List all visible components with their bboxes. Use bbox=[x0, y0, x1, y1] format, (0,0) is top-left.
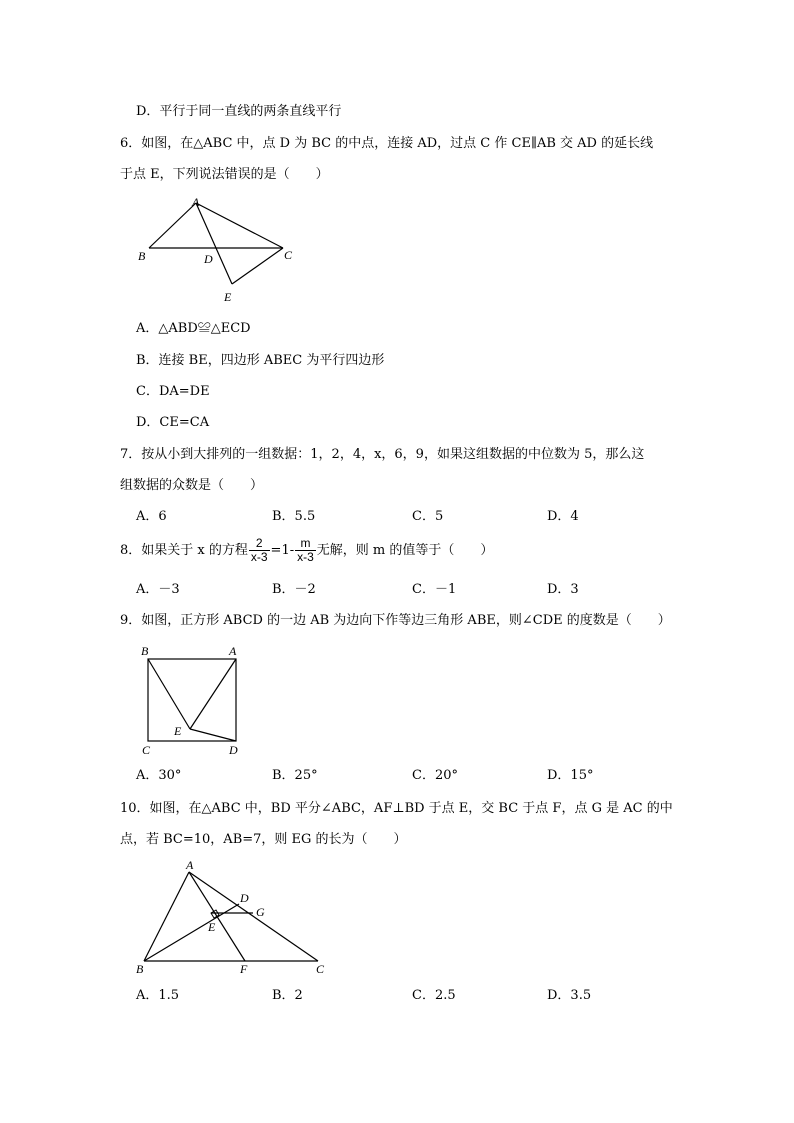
q10-stem-line2: 点，若 BC=10，AB=7，则 EG 的长为（ ） bbox=[120, 832, 407, 847]
q7-option-a: A．6 bbox=[136, 509, 167, 524]
q8-stem-middle: =1- bbox=[270, 543, 295, 558]
q8-fraction-2-denominator: x-3 bbox=[297, 550, 314, 564]
q6-figure bbox=[136, 195, 298, 307]
q8-option-d: D．3 bbox=[547, 582, 579, 597]
q10-segment-ac bbox=[189, 872, 318, 961]
q9-square bbox=[148, 659, 236, 741]
q6-label-e: E bbox=[224, 290, 232, 304]
q10-label-a: A bbox=[186, 858, 194, 872]
q9-figure bbox=[136, 642, 248, 760]
q9-option-c: C．20° bbox=[412, 768, 458, 783]
q6-label-a: A bbox=[192, 195, 200, 209]
q6-stem-line2: 于点 E，下列说法错误的是（ ） bbox=[120, 167, 329, 182]
q8-option-b: B．－2 bbox=[272, 582, 316, 597]
q6-label-c: C bbox=[284, 248, 293, 262]
q9-segment-de bbox=[190, 729, 236, 741]
q9-label-c: C bbox=[142, 743, 151, 757]
q10-option-c: C．2.5 bbox=[412, 988, 456, 1003]
q7-option-b: B．5.5 bbox=[272, 509, 316, 524]
q8-fraction-1 bbox=[249, 537, 270, 564]
q6-label-d: D bbox=[204, 252, 213, 266]
q9-option-a: A．30° bbox=[136, 768, 182, 783]
q8-fraction-2 bbox=[295, 537, 316, 564]
q7-stem-line1: 7．按从小到大排列的一组数据：1，2，4，x，6，9，如果这组数据的中位数为 5，那么这 bbox=[120, 447, 645, 462]
q10-option-d: D．3.5 bbox=[547, 988, 592, 1003]
q10-label-g: G bbox=[256, 905, 265, 919]
q8-fraction-1-numerator: 2 bbox=[249, 537, 270, 551]
q7-option-d: D．4 bbox=[547, 509, 579, 524]
q9-stem: 9．如图，正方形 ABCD 的一边 AB 为边向下作等边三角形 ABE，则∠CDE 的度数是（ ） bbox=[120, 613, 671, 628]
q6-option-a: A．△ABD≌△ECD bbox=[136, 321, 251, 336]
q6-segment-ab bbox=[149, 203, 196, 248]
q10-figure bbox=[132, 858, 332, 978]
q6-stem-line1: 6．如图，在△ABC 中，点 D 为 BC 的中点，连接 AD，过点 C 作 CE∥AB 交 AD 的延长线 bbox=[120, 136, 654, 151]
q6-option-d: D．CE=CA bbox=[136, 415, 210, 430]
q10-stem-line1: 10．如图，在△ABC 中，BD 平分∠ABC，AF⊥BD 于点 E，交 BC 于点 F，点 G 是 AC 的中 bbox=[120, 801, 673, 816]
q6-segment-ce bbox=[232, 248, 283, 284]
q6-option-b: B．连接 BE，四边形 ABEC 为平行四边形 bbox=[136, 353, 385, 368]
q10-label-f: F bbox=[240, 962, 248, 976]
q10-label-e: E bbox=[208, 920, 216, 934]
q9-label-d: D bbox=[229, 743, 238, 757]
q8-fraction-2-numerator: m bbox=[295, 537, 316, 551]
q7-option-c: C．5 bbox=[412, 509, 444, 524]
q8-stem bbox=[120, 536, 493, 566]
q10-label-d: D bbox=[240, 891, 249, 905]
q9-segment-be bbox=[148, 659, 190, 729]
q6-segment-ac bbox=[196, 203, 283, 248]
q9-label-e: E bbox=[174, 724, 182, 738]
q6-segment-ae bbox=[196, 203, 232, 284]
q10-label-b: B bbox=[136, 962, 144, 976]
q9-label-b: B bbox=[141, 644, 149, 658]
q10-option-b: B．2 bbox=[272, 988, 303, 1003]
q8-stem-prefix: 8．如果关于 x 的方程 bbox=[120, 543, 248, 558]
q8-fraction-1-denominator: x-3 bbox=[250, 550, 268, 564]
q10-option-a: A．1.5 bbox=[136, 988, 180, 1003]
q6-label-b: B bbox=[138, 249, 146, 263]
q6-option-c: C．DA=DE bbox=[136, 384, 210, 399]
q9-label-a: A bbox=[229, 644, 237, 658]
q8-option-c: C．－1 bbox=[412, 582, 457, 597]
q10-label-c: C bbox=[316, 962, 325, 976]
q9-segment-ae bbox=[190, 659, 236, 729]
q9-option-d: D．15° bbox=[547, 768, 594, 783]
q8-option-a: A．－3 bbox=[136, 582, 180, 597]
q9-option-b: B．25° bbox=[272, 768, 318, 783]
q5-option-d: D．平行于同一直线的两条直线平行 bbox=[136, 104, 342, 119]
q8-stem-suffix: 无解，则 m 的值等于（ ） bbox=[316, 543, 494, 558]
q7-stem-line2: 组数据的众数是（ ） bbox=[120, 478, 264, 493]
